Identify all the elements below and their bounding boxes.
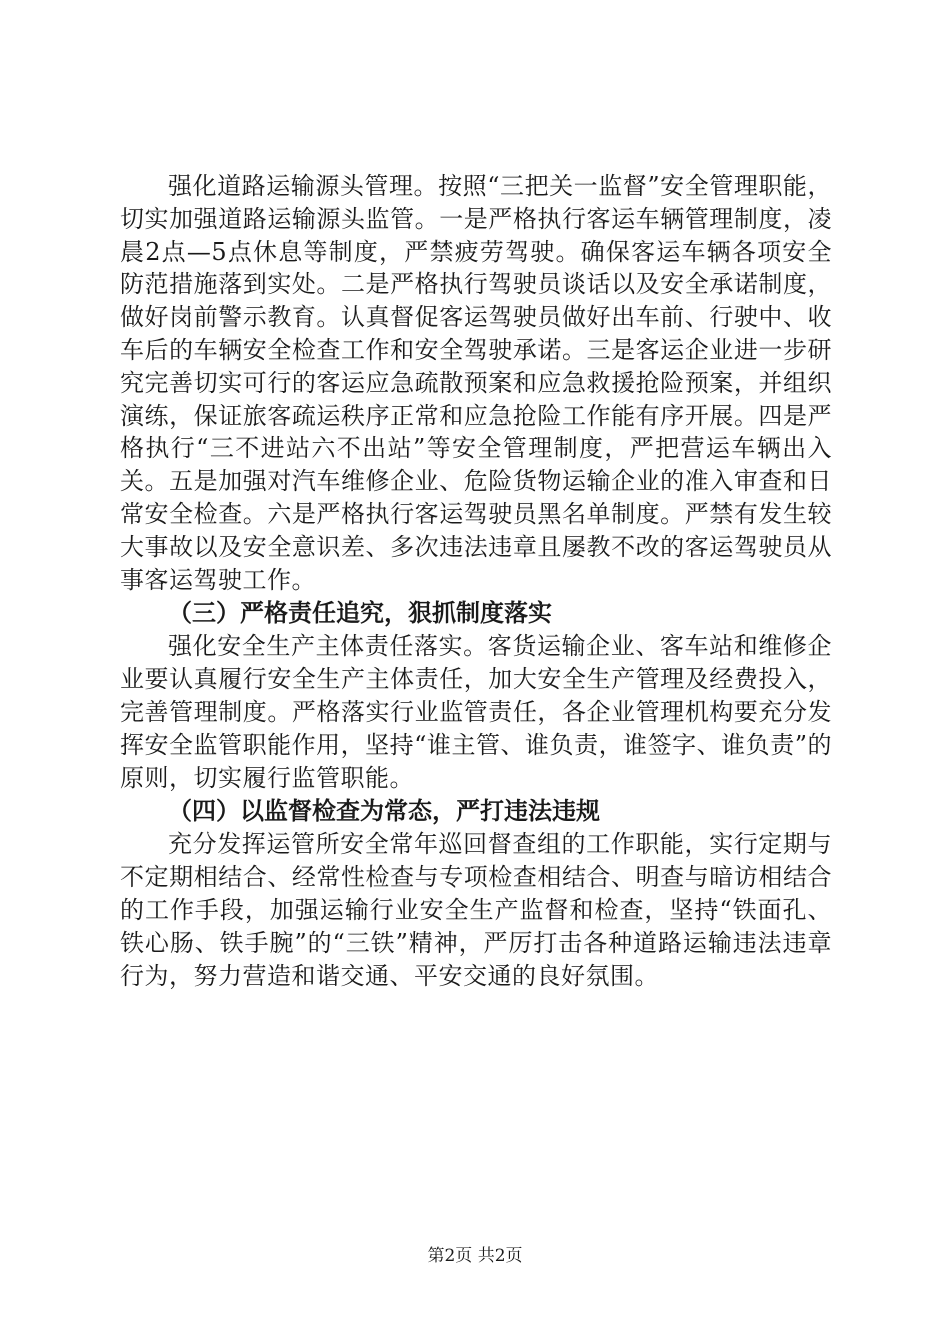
page-footer: 第2页 共2页 <box>427 1246 523 1266</box>
paragraph-supervision: 充分发挥运管所安全常年巡回督查组的工作职能，实行定期与不定期相结合、经常性检查与专项检查相结合、明查与暗访相结合的工作手段，加强运输行业安全生产监督和检查，坚持“铁面孔、铁心肠、铁手腕”的“三铁”精神，严厉打击各种道路运输违法违章行为，努力营造和谐交通、平安交通的良好氛围。 <box>120 830 832 990</box>
paragraph-source-management: 强化道路运输源头管理。按照“三把关一监督”安全管理职能，切实加强道路运输源头监管。一是严格执行客运车辆管理制度，凌晨2点—5点休息等制度，严禁疲劳驾驶。确保客运车辆各项安全防范措施落到实处。二是严格执行驾驶员谈话以及安全承诺制度，做好岗前警示教育。认真督促客运驾驶员做好出车前、行驶中、收车后的车辆安全检查工作和安全驾驶承诺。三是客运企业进一步研究完善切实可行的客运应急疏散预案和应急救援抢险预案，并组织演练，保证旅客疏运秩序正常和应急抢险工作能有序开展。四是严格执行“三不进站六不出站”等安全管理制度，严把营运车辆出入关。五是加强对汽车维修企业、危险货物运输企业的准入审查和日常安全检查。六是严格执行客运驾驶员黑名单制度。严禁有发生较大事故以及安全意识差、多次违法违章且屡教不改的客运驾驶员从事客运驾驶工作。 <box>120 172 832 594</box>
paragraph-responsibility: 强化安全生产主体责任落实。客货运输企业、客车站和维修企业要认真履行安全生产主体责任，加大安全生产管理及经费投入，完善管理制度。严格落实行业监管责任，各企业管理机构要充分发挥安全监管职能作用，坚持“谁主管、谁负责，谁签字、谁负责”的原则，切实履行监管职能。 <box>120 632 832 792</box>
section-heading-3: （三）严格责任追究，狠抓制度落实 <box>168 599 552 628</box>
section-heading-4: （四）以监督检查为常态，严打违法违规 <box>168 797 600 826</box>
document-body <box>120 170 832 992</box>
